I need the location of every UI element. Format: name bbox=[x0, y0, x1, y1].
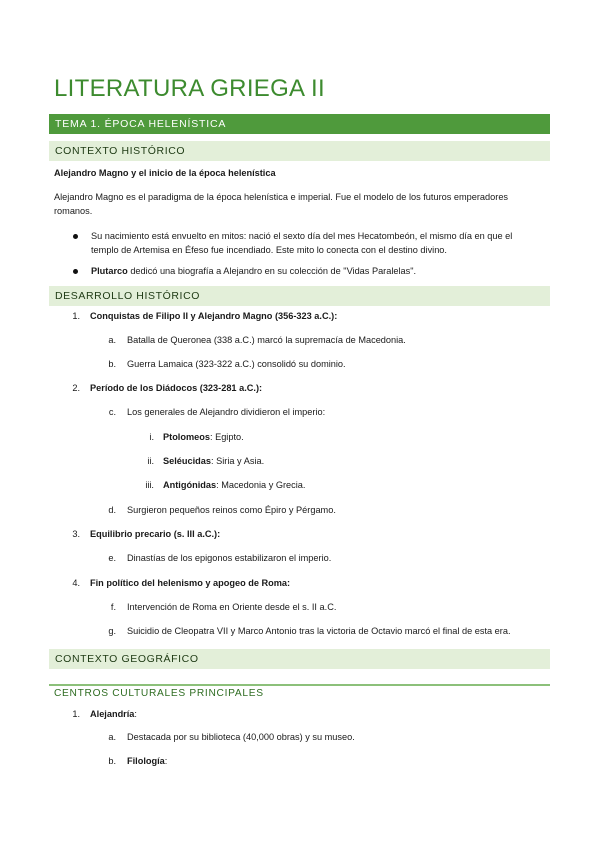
list-subitem: Suicidio de Cleopatra VII y Marco Antonio tras la victoria de Octavio marcó el final de esta era. bbox=[127, 626, 511, 636]
list-number: 4. bbox=[72, 578, 80, 588]
bullet-text: templo de Artemisa en Éfeso fue incendiado. Este mito lo conecta con el destino divino. bbox=[91, 245, 447, 255]
bold-term: Seléucidas bbox=[163, 456, 212, 466]
bold-term: Filología bbox=[127, 756, 165, 766]
list-subitem: Los generales de Alejandro dividieron el imperio: bbox=[127, 407, 326, 417]
list-subitem: Batalla de Queronea (338 a.C.) marcó la supremacía de Macedonia. bbox=[127, 335, 406, 345]
colon: : bbox=[134, 709, 137, 719]
list-number: 1. bbox=[72, 311, 80, 321]
bullet-text bbox=[91, 265, 416, 278]
list-letter: d. bbox=[108, 505, 116, 515]
list-subitem: Destacada por su biblioteca (40,000 obras) y su museo. bbox=[127, 732, 355, 742]
roman-rest: : Egipto. bbox=[209, 432, 244, 442]
list-roman: i. bbox=[149, 432, 154, 442]
divider bbox=[49, 684, 550, 686]
section-heading-desarrollo: DESARROLLO HISTÓRICO bbox=[49, 286, 550, 306]
list-roman-item bbox=[163, 455, 264, 468]
roman-rest: : Macedonia y Grecia. bbox=[216, 480, 306, 490]
subheading-centros: CENTROS CULTURALES PRINCIPALES bbox=[54, 688, 264, 699]
section-heading-contexto-geografico: CONTEXTO GEOGRÁFICO bbox=[49, 649, 550, 669]
bold-term: Alejandría bbox=[90, 709, 135, 719]
list-roman: iii. bbox=[145, 480, 154, 490]
roman-rest: : Siria y Asia. bbox=[211, 456, 265, 466]
paragraph-line: romanos. bbox=[54, 206, 93, 216]
list-subitem: Intervención de Roma en Oriente desde el s. II a.C. bbox=[127, 602, 337, 612]
list-number: 1. bbox=[72, 709, 80, 719]
bullet-icon bbox=[73, 269, 78, 274]
section-heading-contexto-historico: CONTEXTO HISTÓRICO bbox=[49, 141, 550, 161]
list-item bbox=[90, 708, 137, 721]
subheading-alejandro: Alejandro Magno y el inicio de la época helenística bbox=[54, 168, 276, 178]
list-letter: c. bbox=[108, 407, 116, 417]
list-letter: a. bbox=[108, 732, 116, 742]
list-subitem bbox=[127, 755, 167, 768]
list-number: 3. bbox=[72, 529, 80, 539]
bold-term: Antigónidas bbox=[163, 480, 217, 490]
list-item: Equilibrio precario (s. III a.C.): bbox=[90, 529, 221, 539]
list-letter: b. bbox=[108, 359, 116, 369]
list-letter: e. bbox=[108, 553, 116, 563]
list-item: Fin político del helenismo y apogeo de Roma: bbox=[90, 578, 291, 588]
paragraph-line: Alejandro Magno es el paradigma de la época helenística e imperial. Fue el modelo de los futuros emperadores bbox=[54, 192, 509, 202]
tema-banner: TEMA 1. ÉPOCA HELENÍSTICA bbox=[49, 114, 550, 134]
list-letter: f. bbox=[110, 602, 116, 612]
bullet-text: Su nacimiento está envuelto en mitos: nació el sexto día del mes Hecatombeón, el mismo día en que el bbox=[91, 231, 513, 241]
colon: : bbox=[164, 756, 168, 766]
list-roman: ii. bbox=[147, 456, 154, 466]
bold-term: Plutarco bbox=[91, 266, 128, 276]
list-item: Conquistas de Filipo II y Alejandro Magno (356-323 a.C.): bbox=[90, 311, 338, 321]
list-letter: b. bbox=[108, 756, 116, 766]
bullet-rest: dedicó una biografía a Alejandro en su colección de "Vidas Paralelas". bbox=[127, 266, 417, 276]
list-roman-item bbox=[163, 431, 244, 444]
list-number: 2. bbox=[72, 383, 80, 393]
list-roman-item bbox=[163, 479, 305, 492]
list-subitem: Dinastías de los epigonos estabilizaron el imperio. bbox=[127, 553, 332, 563]
list-subitem: Surgieron pequeños reinos como Épiro y Pérgamo. bbox=[127, 505, 336, 515]
list-letter: a. bbox=[108, 335, 116, 345]
bold-term: Ptolomeos bbox=[163, 432, 210, 442]
document-title: LITERATURA GRIEGA II bbox=[54, 75, 325, 102]
list-item: Período de los Diádocos (323-281 a.C.): bbox=[90, 383, 263, 393]
list-letter: g. bbox=[108, 626, 116, 636]
list-subitem: Guerra Lamaica (323-322 a.C.) consolidó su dominio. bbox=[127, 359, 346, 369]
bullet-icon bbox=[73, 234, 78, 239]
